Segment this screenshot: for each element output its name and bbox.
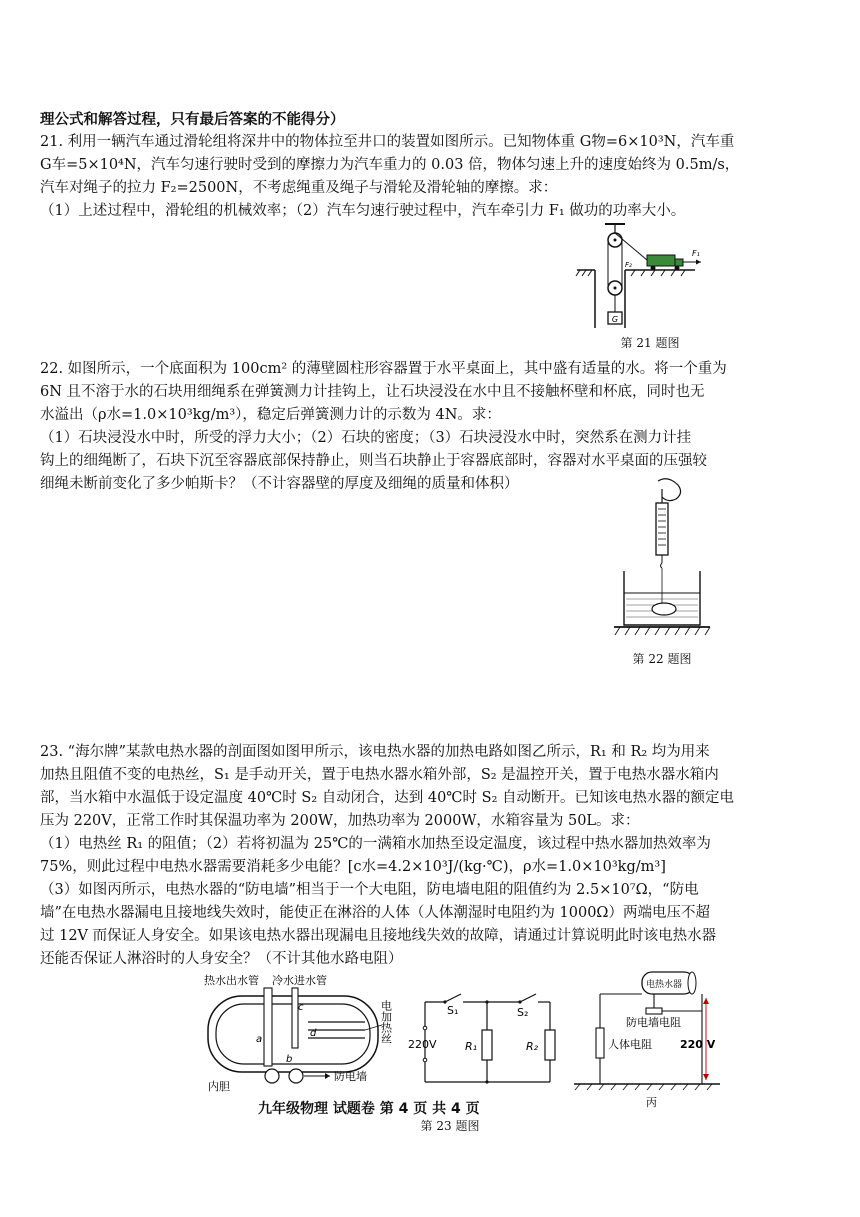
f2-label: F₂ <box>625 261 632 269</box>
page-footer: 九年级物理 试题卷 第 4 页 共 4 页 <box>258 1101 480 1117</box>
cold-pipe-label: 冷水进水管 <box>272 974 327 987</box>
svg-text:R₁: R₁ <box>465 1040 478 1053</box>
q23-line-6: 75%，则此过程中电热水器需要消耗多少电能？[c水=4.2×10³J/(kg·℃)，ρ水=1.0×10³kg/m³] <box>40 859 666 875</box>
q23-line-4: 压为 220V，正常工作时其保温功率为 200W，加热功率为 2000W，水箱容量为 50L。求： <box>40 813 640 829</box>
svg-text:220 V: 220 V <box>680 1038 716 1051</box>
q21-line-4: （1）上述过程中，滑轮组的机械效率；（2）汽车匀速行驶过程中，汽车牵引力 F₁ 做功的功率大小。 <box>40 203 686 219</box>
stone-icon <box>652 603 676 615</box>
f1-label: F₁ <box>692 249 700 258</box>
q22-line-6: 细绳未断前变化了多少帕斯卡？（不计容器壁的厚度及细绳的质量和体积） <box>40 476 519 492</box>
q23-line-5: （1）电热丝 R₁ 的阻值；（2）若将初温为 25℃的一满箱水加热至设定温度，该过程中热水器加热效率为 <box>40 836 711 852</box>
svg-text:a: a <box>256 1034 263 1045</box>
q23-figure-jia <box>200 970 420 1095</box>
q23-figure-bing <box>570 968 730 1108</box>
wall-fitting-icon <box>265 1069 279 1083</box>
q23-caption: 第 23 题图 <box>420 1119 480 1133</box>
svg-text:R₂: R₂ <box>526 1040 539 1053</box>
switch-s1 <box>445 994 461 1002</box>
inner-label: 内胆 <box>208 1080 230 1093</box>
q22-line-2: 6N 且不溶于水的石块用细绳系在弹簧测力计挂钩上，让石块浸没在水中且不接触杯壁和杯底，同时也无 <box>40 384 705 400</box>
wall-resistor <box>646 1008 662 1014</box>
svg-text:电热水器: 电热水器 <box>646 980 683 990</box>
svg-text:220V: 220V <box>408 1038 437 1051</box>
q23-figure-yi <box>405 990 570 1090</box>
q22-line-3: 水溢出（ρ水=1.0×10³kg/m³），稳定后弹簧测力计的示数为 4N。求： <box>40 407 501 423</box>
body-resistor <box>596 1028 604 1058</box>
resistor-r1 <box>482 1030 492 1060</box>
q22-caption: 第 22 题图 <box>632 652 692 666</box>
svg-text:d: d <box>310 1028 317 1039</box>
q21-caption: 第 21 题图 <box>620 336 680 350</box>
q21-line-3: 汽车对绳子的拉力 F₂=2500N，不考虑绳重及绳子与滑轮及滑轮轴的摩擦。求： <box>40 180 558 196</box>
svg-text:b: b <box>286 1054 293 1065</box>
q23-line-9: 过 12V 而保证人身安全。如果该电热水器出现漏电且接地线失效的故障，请通过计算说明此时该电热水器 <box>40 928 717 944</box>
q21-line-1: 21. 利用一辆汽车通过滑轮组将深井中的物体拉至井口的装置如图所示。已知物体重 G物=6×10³N，汽车重 <box>40 134 735 150</box>
svg-text:丙: 丙 <box>646 1096 657 1108</box>
q23-line-10: 还能否保证人淋浴时的人身安全？（不计其他水路电阻） <box>40 951 403 967</box>
svg-text:S₂: S₂ <box>517 1006 529 1019</box>
q21-figure <box>575 222 705 328</box>
svg-text:S₁: S₁ <box>447 1004 459 1017</box>
q23-line-3: 部，当水箱中水温低于设定温度 40℃时 S₂ 自动闭合，达到 40℃时 S₂ 自动断开。已知该电热水器的额定电 <box>40 790 734 806</box>
q22-line-5: 钩上的细绳断了，石块下沉至容器底部保持静止，则当石块静止于容器底部时，容器对水平桌面的压强较 <box>40 453 707 469</box>
hand-icon <box>658 479 681 501</box>
q23-line-8: 墙”在电热水器漏电且接地线失效时，能使正在淋浴的人体（人体潮湿时电阻约为 1000Ω）两端电压不超 <box>40 905 710 921</box>
instruction-header: 理公式和解答过程，只有最后答案的不能得分） <box>40 111 345 128</box>
hot-pipe-label: 热水出水管 <box>204 974 259 987</box>
svg-text:c: c <box>298 1002 304 1013</box>
resistor-r2 <box>545 1030 555 1060</box>
q23-line-2: 加热且阻值不变的电热丝，S₁ 是手动开关，置于电热水器水箱外部，S₂ 是温控开关，置于电热水器水箱内 <box>40 767 719 783</box>
q21-line-2: G车=5×10⁴N，汽车匀速行驶时受到的摩擦力为汽车重力的 0.03 倍，物体匀速上升的速度始终为 0.5m/s， <box>40 157 740 173</box>
svg-text:人体电阻: 人体电阻 <box>608 1038 652 1051</box>
svg-text:G: G <box>611 315 619 324</box>
heater-label: 电加热丝 <box>379 1000 393 1044</box>
truck-icon <box>647 255 675 266</box>
q23-line-7: （3）如图丙所示，电热水器的“防电墙”相当于一个大电阻，防电墙电阻的阻值约为 2.5×10⁷Ω，“防电 <box>40 882 699 898</box>
svg-text:防电墙电阻: 防电墙电阻 <box>626 1016 681 1029</box>
wall-label: 防电墙 <box>334 1070 367 1083</box>
q22-figure <box>612 475 712 643</box>
wall-fitting-icon-2 <box>289 1069 303 1083</box>
switch-s2 <box>520 994 536 1002</box>
spring-scale-icon <box>656 503 668 555</box>
q23-line-1: 23. “海尔牌”某款电热水器的剖面图如图甲所示，该电热水器的加热电路如图乙所示，R₁ 和 R₂ 均为用来 <box>40 744 710 760</box>
q22-line-1: 22. 如图所示，一个底面积为 100cm² 的薄壁圆柱形容器置于水平桌面上，其中盛有适量的水。将一个重为 <box>40 361 727 377</box>
q22-line-4: （1）石块浸没水中时，所受的浮力大小；（2）石块的密度；（3）石块浸没水中时，突然系在测力计挂 <box>40 430 692 446</box>
